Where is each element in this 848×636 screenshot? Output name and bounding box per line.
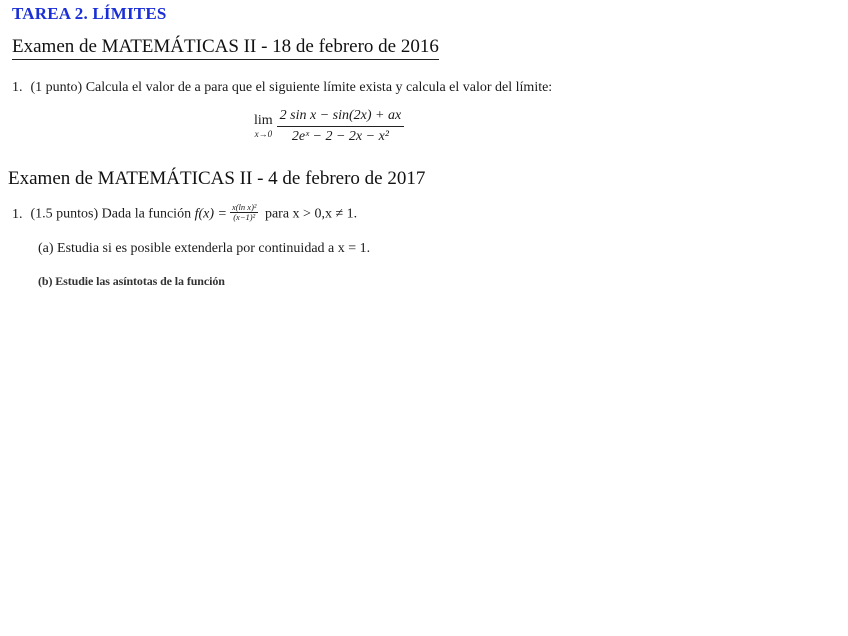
function-lhs: f(x) = <box>194 206 227 222</box>
function-fraction <box>230 203 259 222</box>
function-denominator: (x−1)² <box>233 211 256 222</box>
problem-part-b: (b) Estudie las asíntotas de la función <box>38 274 225 288</box>
function-numerator: x(ln x)² <box>231 202 257 212</box>
lim-word: lim <box>254 113 273 129</box>
limit-operator <box>254 114 273 139</box>
limit-denominator: 2eˣ − 2 − 2x − x² <box>291 129 390 145</box>
limit-fraction <box>277 108 405 145</box>
exam-heading-2016: Examen de MATEMÁTICAS II - 18 de febrero de 2016 <box>12 36 439 60</box>
problem-2016-statement <box>12 80 552 96</box>
function-condition: para x > 0,x ≠ 1. <box>264 206 358 222</box>
problem-number: 1. <box>12 80 23 95</box>
limit-numerator: 2 sin x − sin(2x) + ax <box>277 108 405 127</box>
exam-heading-2017: Examen de MATEMÁTICAS II - 4 de febrero de 2017 <box>8 168 426 189</box>
document-title: TAREA 2. LÍMITES <box>12 4 167 23</box>
problem-part-a: (a) Estudia si es posible extenderla por continuidad a x = 1. <box>38 241 371 256</box>
problem-2017-statement <box>12 202 358 224</box>
problem-text: (1 punto) Calcula el valor de a para que el siguiente límite exista y calcula el valor del límite: <box>30 80 553 95</box>
problem-intro: (1.5 puntos) Dada la función <box>30 206 192 222</box>
lim-subscript: x→0 <box>254 129 273 140</box>
limit-formula <box>254 108 404 145</box>
problem-number: 1. <box>12 206 23 222</box>
